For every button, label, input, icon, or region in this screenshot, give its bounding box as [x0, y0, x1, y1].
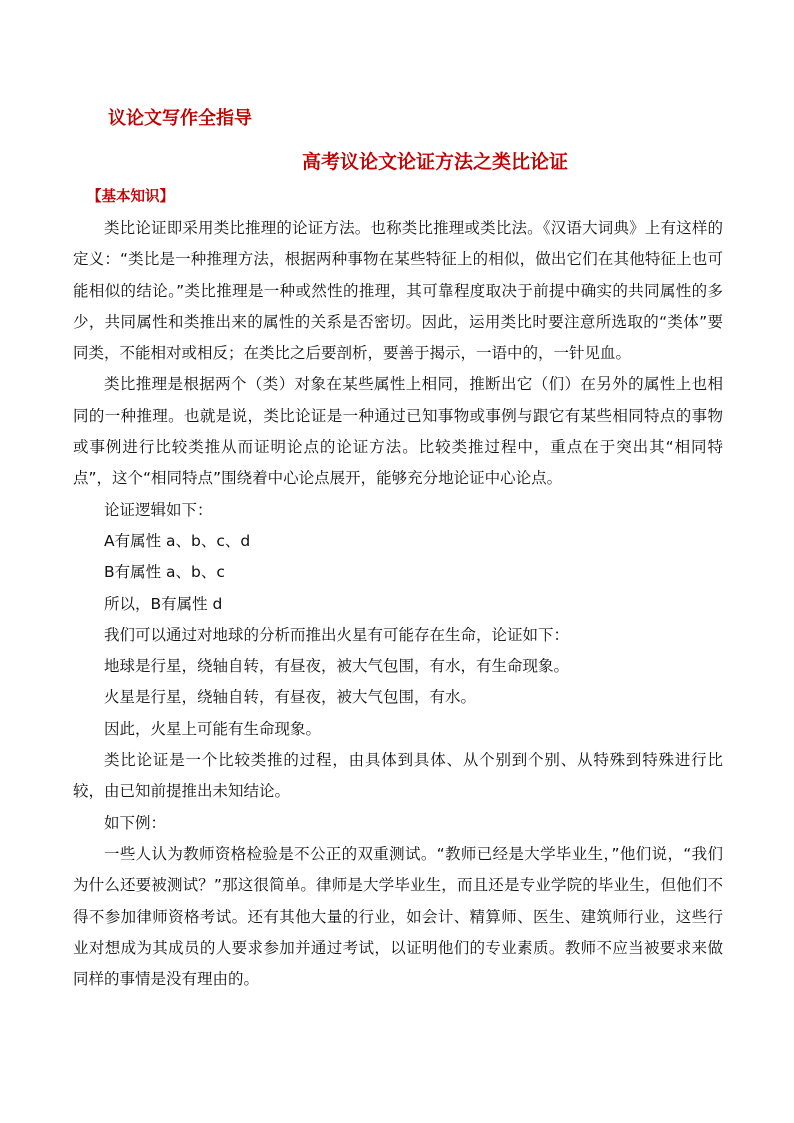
- paragraph-explanation: 类比推理是根据两个（类）对象在某些属性上相同，推断出它（们）在另外的属性上也相同的一种推理。也就是说，类比论证是一种通过已知事物或事例与跟它有某些相同特点的事物或事例进行比较类推从而证明论点的论证方法。比较类推过程中，重点在于突出其“相同特点”，这个“相同特点”围绕着中心论点展开，能够充分地论证中心论点。: [73, 375, 723, 488]
- paragraph-process: 类比论证是一个比较类推的过程，由具体到具体、从个别到个别、从特殊到特殊进行比较，由已知前提推出未知结论。: [73, 751, 723, 801]
- document-title: 议论文写作全指导: [108, 108, 252, 129]
- paragraph-logic-intro: 论证逻辑如下：: [104, 500, 213, 519]
- paragraph-example-label: 如下例：: [104, 813, 167, 832]
- paragraph-example-intro: 我们可以通过对地球的分析而推出火星有可能存在生命，论证如下：: [104, 625, 570, 644]
- section-heading: 【基本知识】: [87, 189, 174, 205]
- example-earth: 地球是行星，绕轴自转，有昼夜，被大气包围，有水，有生命现象。: [104, 657, 570, 676]
- article-body: [73, 213, 723, 995]
- paragraph-definition: 类比论证即采用类比推理的论证方法。也称类比推理或类比法。《汉语大词典》上有这样的定义：“类比是一种推理方法，根据两种事物在某些特征上的相似，做出它们在其他特征上也可能相似的结论。”类比推理是一种或然性的推理，其可靠程度取决于前提中确实的共同属性的多少，共同属性和类推出来的属性的关系是否密切。因此，运用类比时要注意所选取的“类体”要同类，不能相对或相反；在类比之后要剖析，要善于揭示，一语中的，一针见血。: [73, 219, 723, 363]
- logic-line-a: A有属性 a、b、c、d: [104, 531, 251, 550]
- example-mars: 火星是行星，绕轴自转，有昼夜，被大气包围，有水。: [104, 688, 477, 707]
- paragraph-teacher-example: 一些人认为教师资格检验是不公正的双重测试。“教师已经是大学毕业生，”他们说，“我们为什么还要被测试？”那这很简单。律师是大学毕业生，而且还是专业学院的毕业生，但他们不得不参加律师资格考试。还有其他大量的行业，如会计、精算师、医生、建筑师行业，这些行业对想成为其成员的人要求参加并通过考试，以证明他们的专业素质。教师不应当被要求来做同样的事情是没有理由的。: [73, 844, 723, 989]
- example-conclusion: 因此，火星上可能有生命现象。: [104, 719, 322, 738]
- logic-line-conclusion: 所以，B有属性 d: [104, 594, 223, 613]
- article-title: 高考议论文论证方法之类比论证: [301, 151, 568, 173]
- logic-line-b: B有属性 a、b、c: [104, 563, 225, 582]
